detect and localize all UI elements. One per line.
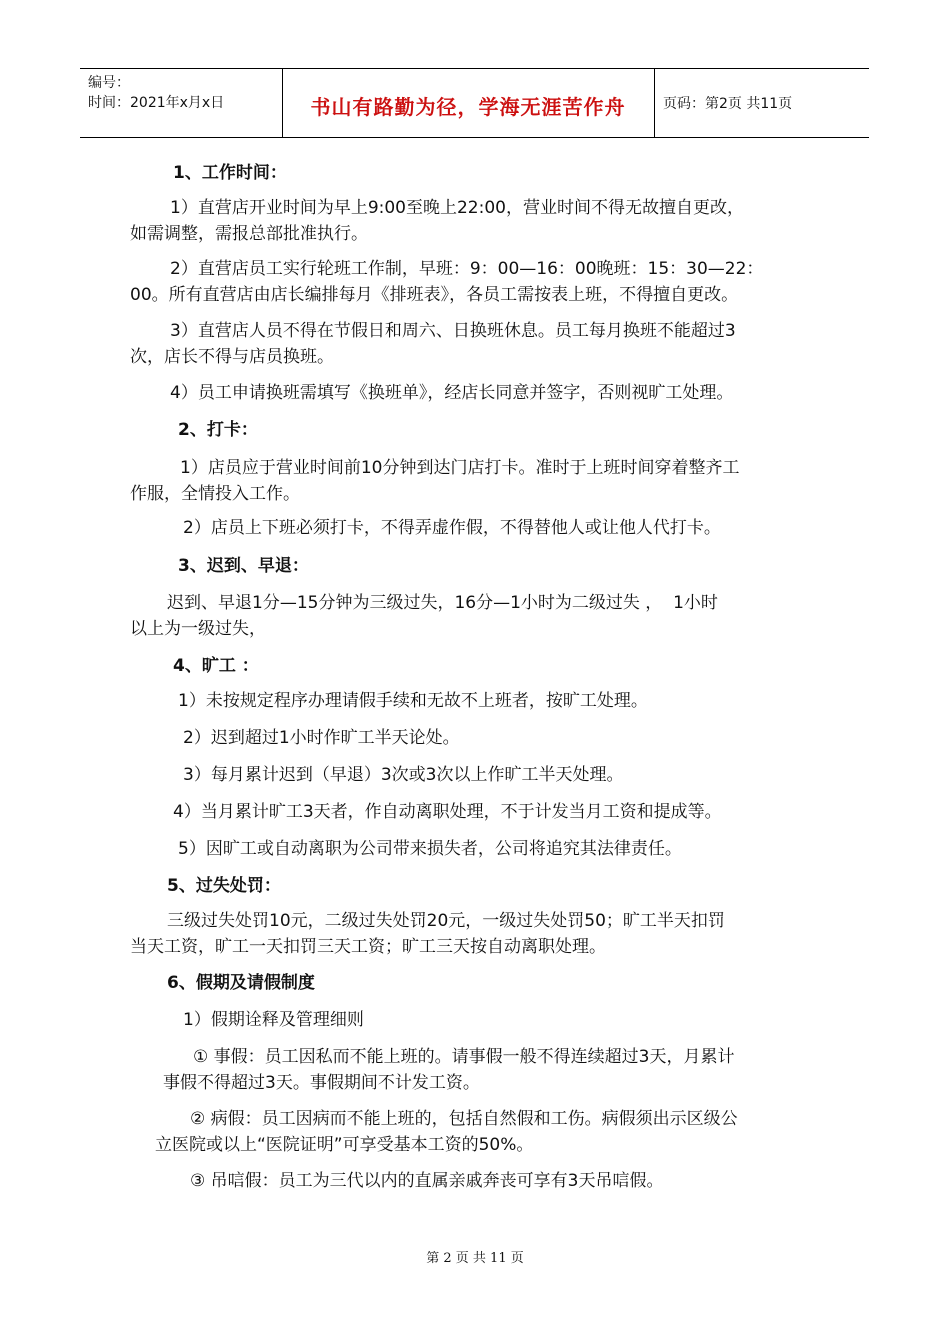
- section-heading: 4、旷工 ：: [173, 656, 259, 676]
- section-heading: 3、迟到、早退：: [178, 556, 309, 576]
- paragraph: 2）迟到超过1小时作旷工半天论处。: [183, 728, 460, 748]
- paragraph: ② 病假：员工因病而不能上班的，包括自然假和工伤。病假须出示区级公 立医院或以上“医院证明”可享受基本工资的50%。: [155, 1109, 738, 1155]
- section-heading: 1、工作时间：: [173, 163, 287, 183]
- paragraph: 3）每月累计迟到（早退）3次或3次以上作旷工半天处理。: [183, 765, 624, 785]
- paragraph: 1）假期诠释及管理细则: [183, 1010, 364, 1030]
- paragraph: 1）店员应于营业时间前10分钟到达门店打卡。准时于上班时间穿着整齐工 作服，全情投入工作。: [130, 458, 740, 504]
- page-footer: 第 2 页 共 11 页: [426, 1251, 524, 1266]
- section-heading: 2、打卡：: [178, 420, 258, 440]
- paragraph: ① 事假：员工因私而不能上班的。请事假一般不得连续超过3天，月累计 事假不得超过3天。事假期间不计发工资。: [163, 1047, 735, 1093]
- paragraph: 2）直营店员工实行轮班工作制，早班：9：00—16：00晚班：15：30—22： 00。所有直营店由店长编排每月《排班表》，各员工需按表上班，不得擅自更改。: [130, 259, 764, 305]
- paragraph: 迟到、早退1分—15分钟为三级过失，16分—1小时为二级过失 ， 1小时 以上为一级过失，: [130, 593, 718, 639]
- number-label: 编号：: [88, 75, 130, 91]
- paragraph: 4）当月累计旷工3天者，作自动离职处理，不于计发当月工资和提成等。: [173, 802, 722, 822]
- paragraph: 1）直营店开业时间为早上9:00至晚上22:00，营业时间不得无故擅自更改， 如需调整，需报总部批准执行。: [130, 198, 744, 244]
- page-header: [80, 68, 869, 138]
- paragraph: 2）店员上下班必须打卡，不得弄虚作假，不得替他人或让他人代打卡。: [183, 518, 721, 538]
- section-heading: 6、假期及请假制度: [167, 973, 315, 993]
- paragraph: ③ 吊唁假：员工为三代以内的直属亲戚奔丧可享有3天吊唁假。: [190, 1171, 664, 1191]
- section-heading: 5、过失处罚：: [167, 876, 281, 896]
- paragraph: 3）直营店人员不得在节假日和周六、日换班休息。员工每月换班不能超过3 次，店长不得与店员换班。: [130, 321, 736, 367]
- header-divider: [654, 69, 655, 137]
- date-label: 时间：2021年x月x日: [88, 95, 225, 111]
- page-indicator: 页码：第2页 共11页: [663, 96, 793, 112]
- header-motto: 书山有路勤为径，学海无涯苦作舟: [310, 95, 626, 119]
- paragraph: 1）未按规定程序办理请假手续和无故不上班者，按旷工处理。: [178, 691, 648, 711]
- paragraph: 5）因旷工或自动离职为公司带来损失者，公司将追究其法律责任。: [178, 839, 682, 859]
- paragraph: 4）员工申请换班需填写《换班单》，经店长同意并签字，否则视旷工处理。: [170, 383, 734, 403]
- paragraph: 三级过失处罚10元，二级过失处罚20元，一级过失处罚50；旷工半天扣罚 当天工资，旷工一天扣罚三天工资；旷工三天按自动离职处理。: [130, 911, 725, 957]
- header-meta: [88, 73, 224, 113]
